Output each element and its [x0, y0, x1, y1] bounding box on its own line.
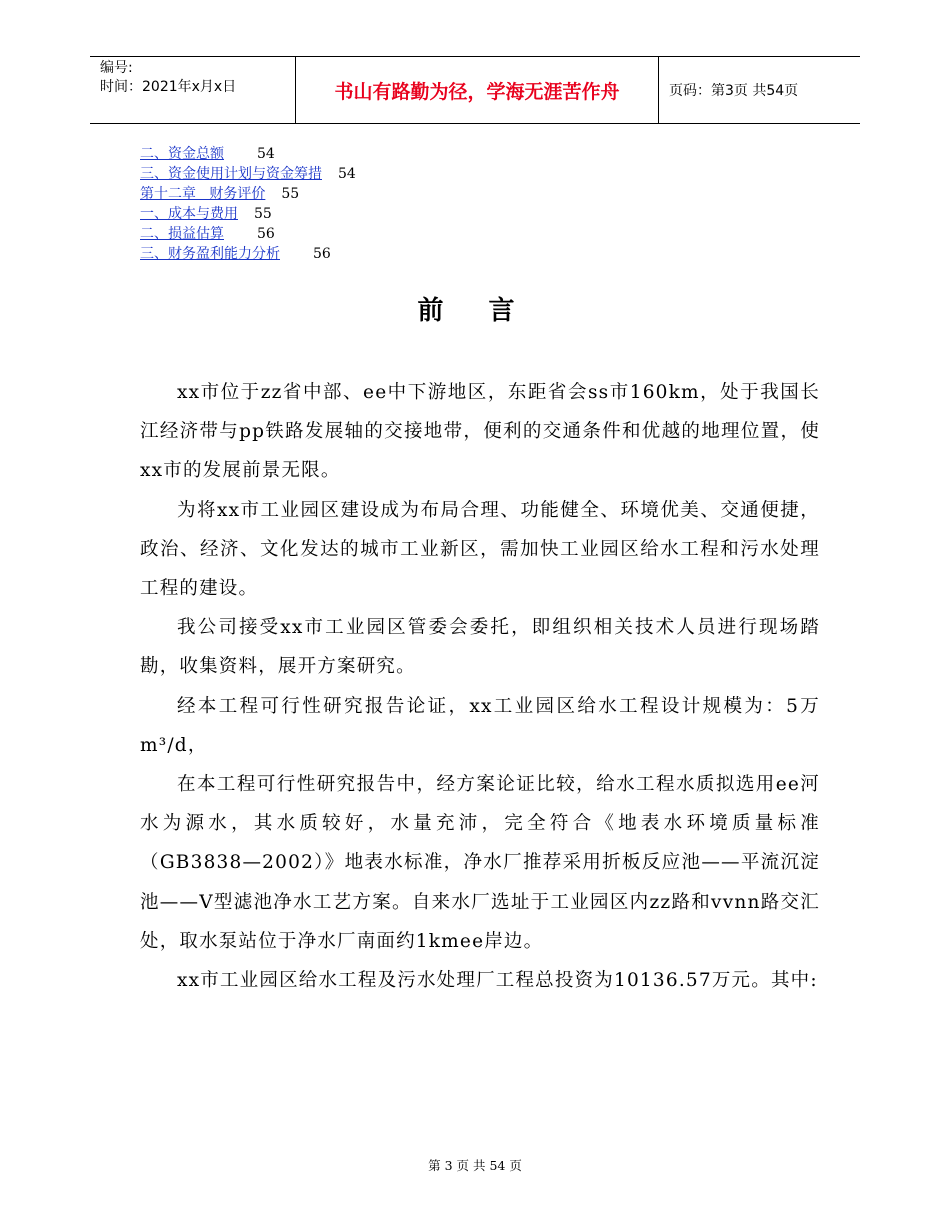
header-meta: [90, 57, 295, 123]
toc-entry: [140, 144, 356, 164]
toc-entry: [140, 204, 356, 224]
page-header: [90, 56, 860, 124]
toc-link[interactable]: 一、成本与费用: [140, 206, 238, 222]
document-time-label: 时间：2021年x月x日: [100, 79, 237, 95]
toc-entry: [140, 184, 356, 204]
header-page-info: 页码：第3页 共54页: [669, 83, 799, 99]
preface-body: [140, 373, 820, 1000]
paragraph: 我公司接受xx市工业园区管委会委托，即组织相关技术人员进行现场踏勘，收集资料，展开方案研究。: [140, 617, 820, 678]
page-footer: 第 3 页 共 54 页: [428, 1158, 522, 1173]
toc-link[interactable]: 第十二章 财务评价: [140, 186, 266, 202]
paragraph: 为将xx市工业园区建设成为布局合理、功能健全、环境优美、交通便捷，政治、经济、文化发达的城市工业新区，需加快工业园区给水工程和污水处理工程的建设。: [140, 499, 820, 600]
toc-link[interactable]: 三、财务盈利能力分析: [140, 246, 280, 262]
paragraph: 经本工程可行性研究报告论证，xx工业园区给水工程设计规模为：5万m³/d，: [140, 695, 820, 756]
toc-page-number: 55: [281, 186, 300, 202]
toc-page-number: 54: [257, 146, 275, 162]
paragraph: xx市位于zz省中部、ee中下游地区，东距省会ss市160km，处于我国长江经济带与pp铁路发展轴的交接地带，便利的交通条件和优越的地理位置，使xx市的发展前景无限。: [140, 382, 820, 482]
toc-entry: [140, 224, 356, 244]
toc-link[interactable]: 三、资金使用计划与资金筹措: [140, 166, 322, 182]
table-of-contents: [140, 144, 356, 264]
paragraph: xx市工业园区给水工程及污水处理厂工程总投资为10136.57万元。其中:: [177, 970, 818, 992]
header-motto-cell: [295, 57, 659, 123]
toc-link[interactable]: 二、资金总额: [140, 146, 224, 162]
toc-page-number: 54: [338, 166, 356, 182]
paragraph: 在本工程可行性研究报告中，经方案论证比较，给水工程水质拟选用ee河水为源水，其水质较好，水量充沛，完全符合《地表水环境质量标准（GB3838—2002）》地表水标准，净水厂推荐采用折板反应池——平流沉淀池——V型滤池净水工艺方案。自来水厂选址于工业园区内zz路和vvnn路交汇处，取水泵站位于净水厂南面约1kmee岸边。: [140, 774, 820, 952]
document-code-label: 编号:: [100, 60, 133, 76]
toc-link[interactable]: 二、损益估算: [140, 226, 224, 242]
toc-entry: [140, 244, 356, 264]
header-motto: 书山有路勤为径，学海无涯苦作舟: [334, 80, 620, 103]
toc-page-number: 56: [257, 226, 275, 242]
section-title: 前 言: [417, 296, 533, 326]
toc-page-number: 55: [254, 206, 272, 222]
toc-entry: [140, 164, 356, 184]
toc-page-number: 56: [313, 246, 331, 262]
